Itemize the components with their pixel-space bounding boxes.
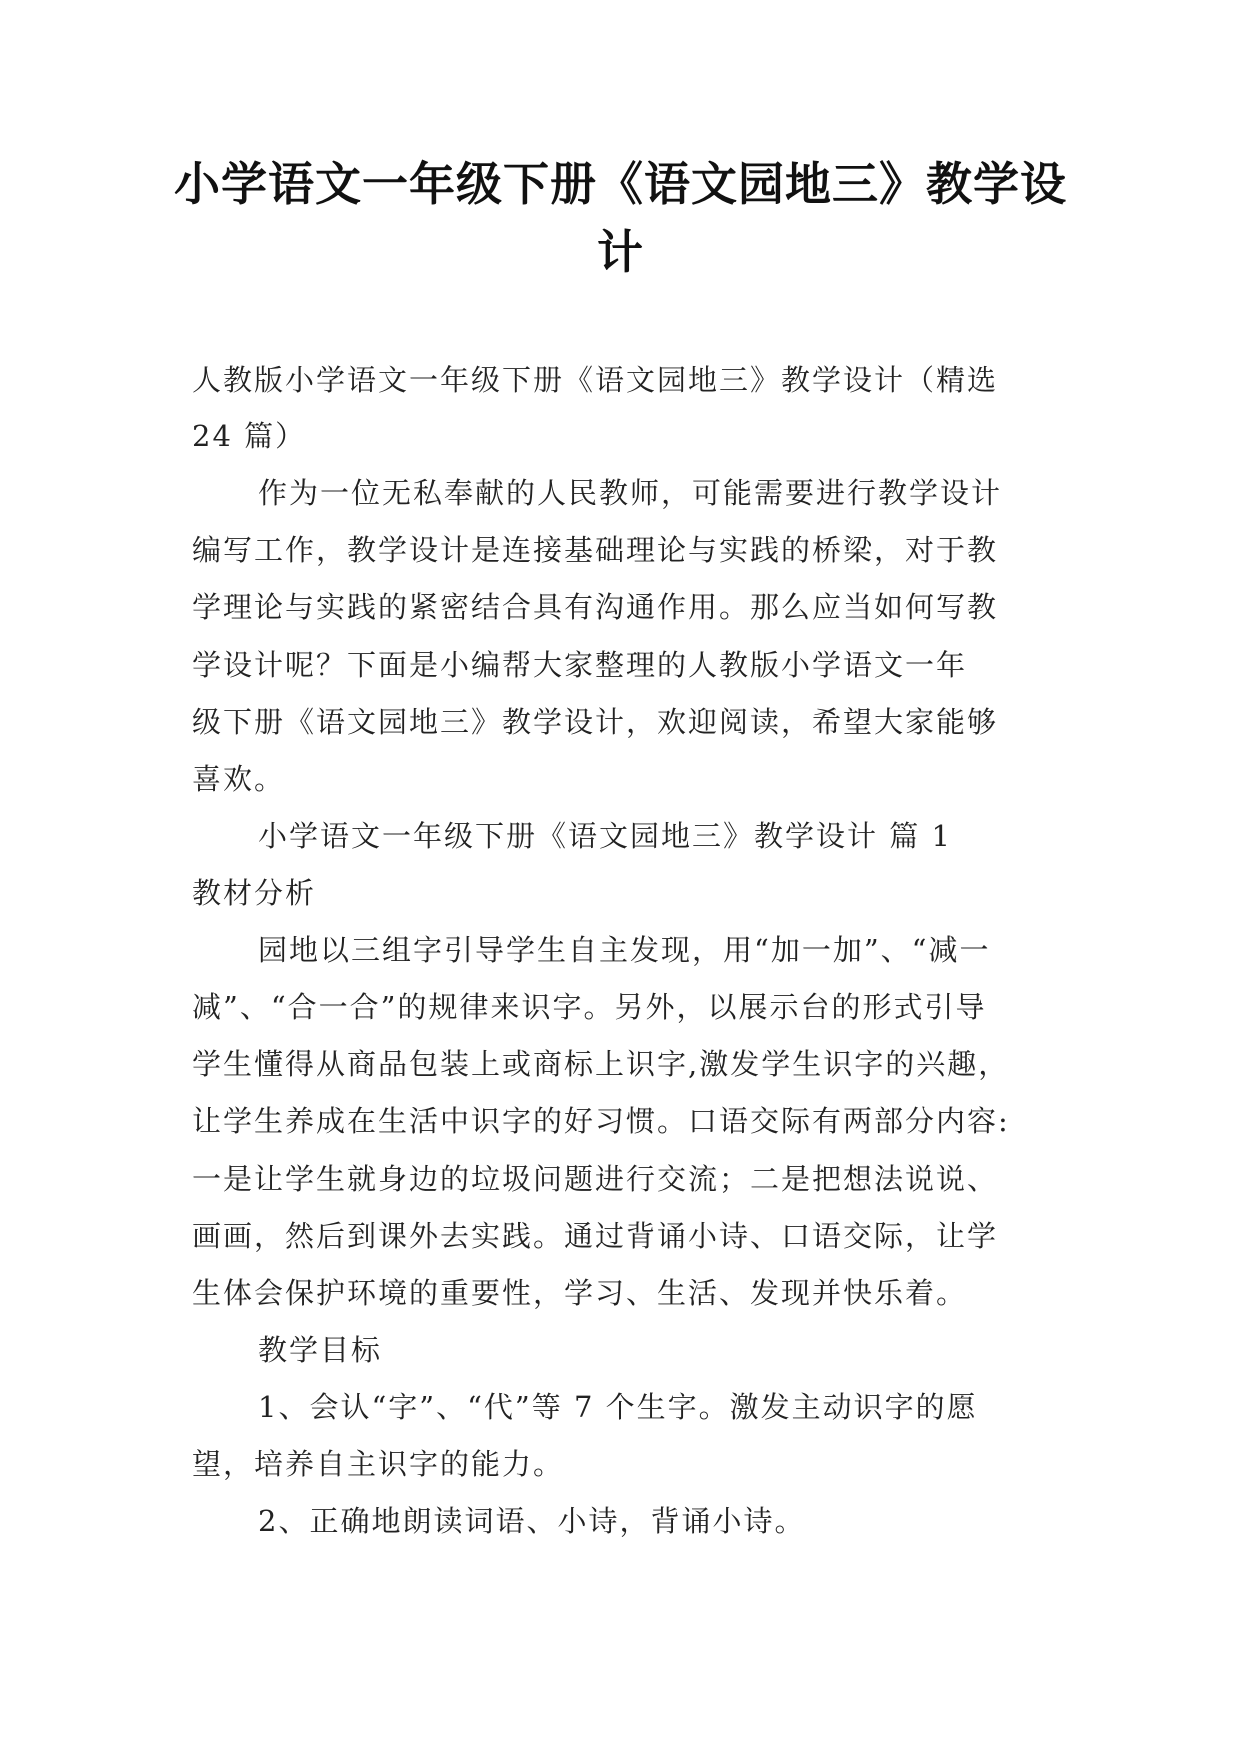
subtitle-line-1: 人教版小学语文一年级下册《语文园地三》教学设计（精选 [192, 363, 999, 397]
document-title-line-2: 计 [597, 225, 644, 279]
document-title-line-1: 小学语文一年级下册《语文园地三》教学设 [174, 157, 1067, 211]
section-heading-part-1: 小学语文一年级下册《语文园地三》教学设计 篇 1 [258, 819, 952, 853]
heading-teaching-goals: 教学目标 [258, 1333, 383, 1367]
heading-textbook-analysis: 教材分析 [192, 876, 317, 910]
intro-paragraph-line: 级下册《语文园地三》教学设计，欢迎阅读，希望大家能够 [192, 705, 999, 739]
analysis-paragraph-line: 让学生养成在生活中识字的好习惯。口语交际有两部分内容: [192, 1104, 1010, 1138]
analysis-paragraph-line: 减”、“合一合”的规律来识字。另外，以展示台的形式引导 [192, 990, 987, 1024]
intro-paragraph-line: 编写工作，教学设计是连接基础理论与实践的桥梁，对于教 [192, 533, 999, 567]
analysis-paragraph-line: 生体会保护环境的重要性，学习、生活、发现并快乐着。 [192, 1276, 968, 1310]
intro-paragraph-line: 喜欢。 [192, 762, 286, 796]
analysis-paragraph-line: 学生懂得从商品包装上或商标上识字,激发学生识字的兴趣， [192, 1047, 1010, 1081]
intro-paragraph-line: 作为一位无私奉献的人民教师，可能需要进行教学设计 [258, 476, 1003, 510]
intro-paragraph-line: 学设计呢？下面是小编帮大家整理的人教版小学语文一年 [192, 648, 968, 682]
goal-item-line: 望，培养自主识字的能力。 [192, 1447, 565, 1481]
subtitle-line-2: 24 篇） [192, 419, 307, 453]
goal-item-line: 2、正确地朗读词语、小诗，背诵小诗。 [258, 1504, 806, 1538]
goal-item-line: 1、会认“字”、“代”等 7 个生字。激发主动识字的愿 [258, 1390, 978, 1424]
analysis-paragraph-line: 园地以三组字引导学生自主发现，用“加一加”、“减一 [258, 933, 991, 967]
analysis-paragraph-line: 画画，然后到课外去实践。通过背诵小诗、口语交际，让学 [192, 1219, 999, 1253]
analysis-paragraph-line: 一是让学生就身边的垃圾问题进行交流；二是把想法说说、 [192, 1162, 999, 1196]
intro-paragraph-line: 学理论与实践的紧密结合具有沟通作用。那么应当如何写教 [192, 590, 999, 624]
